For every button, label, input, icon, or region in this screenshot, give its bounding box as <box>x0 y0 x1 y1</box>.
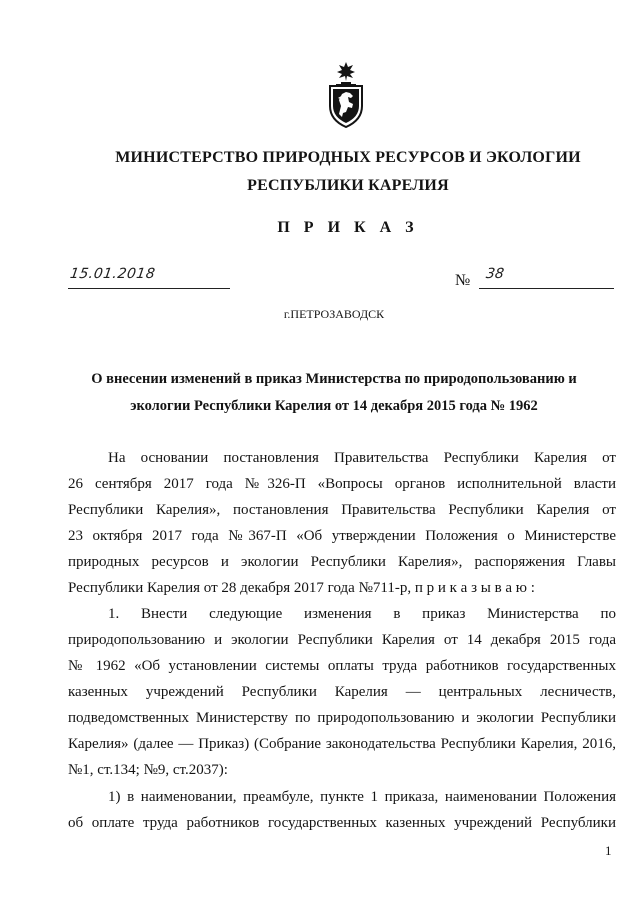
body-line: 1. Внести следующие изменения в приказ Министерства по <box>108 606 616 622</box>
body-line: 1) в наименовании, преамбуле, пункте 1 приказа, наименовании Положения <box>108 789 616 805</box>
body-line: 23 октября 2017 года №367-П «Об утверждении Положения о Министерстве <box>68 528 616 544</box>
body-line: Республики Карелия», постановления Правительства Республики Карелия от <box>68 502 616 518</box>
body-line: об оплате труда работников государственных казенных учреждений Республики <box>68 815 616 831</box>
body-line: На основании постановления Правительства Республики Карелия от <box>108 450 616 466</box>
body-line: №1, ст.134; №9, ст.2037): <box>68 762 228 778</box>
subject-line1: О внесении изменений в приказ Министерства по природопользованию и <box>91 371 577 387</box>
body-line: 26 сентября 2017 года №326-П «Вопросы органов исполнительной власти <box>68 476 616 492</box>
subject-line2: экологии Республики Карелия от 14 декабря 2015 года № 1962 <box>130 398 538 414</box>
city: г.ПЕТРОЗАВОДСК <box>283 307 385 321</box>
ministry-name-line1: МИНИСТЕРСТВО ПРИРОДНЫХ РЕСУРСОВ И ЭКОЛОГИИ <box>115 149 581 166</box>
number-label: № <box>455 272 471 289</box>
body-line: Карелия» (далее — Приказ) (Собрание законодательства Республики Карелия, 2016, <box>68 736 616 752</box>
body-line: подведомственных Министерству по природопользованию и экологии Республики <box>68 710 616 726</box>
body-line: казенных учреждений Республики Карелия — центральных лесничеств, <box>68 684 616 700</box>
document-type: П Р И К А З <box>277 219 419 236</box>
page-number: 1 <box>605 843 612 858</box>
ministry-name-line2: РЕСПУБЛИКИ КАРЕЛИЯ <box>247 177 449 194</box>
handwritten-date: 15.01.2018 <box>68 266 157 282</box>
body-line: Республики Карелия от 28 декабря 2017 года №711-р, п р и к а з ы в а ю : <box>68 580 535 596</box>
karelia-coat-of-arms-icon <box>326 62 366 128</box>
body-line: природных ресурсов и экологии Республики Карелия», распоряжения Главы <box>68 554 616 570</box>
body-line: природопользованию и экологии Республики Карелия от 14 декабря 2015 года <box>68 632 616 648</box>
handwritten-number: 38 <box>484 266 505 282</box>
body-line: № 1962 «Об установлении системы оплаты труда работников государственных <box>68 658 616 674</box>
